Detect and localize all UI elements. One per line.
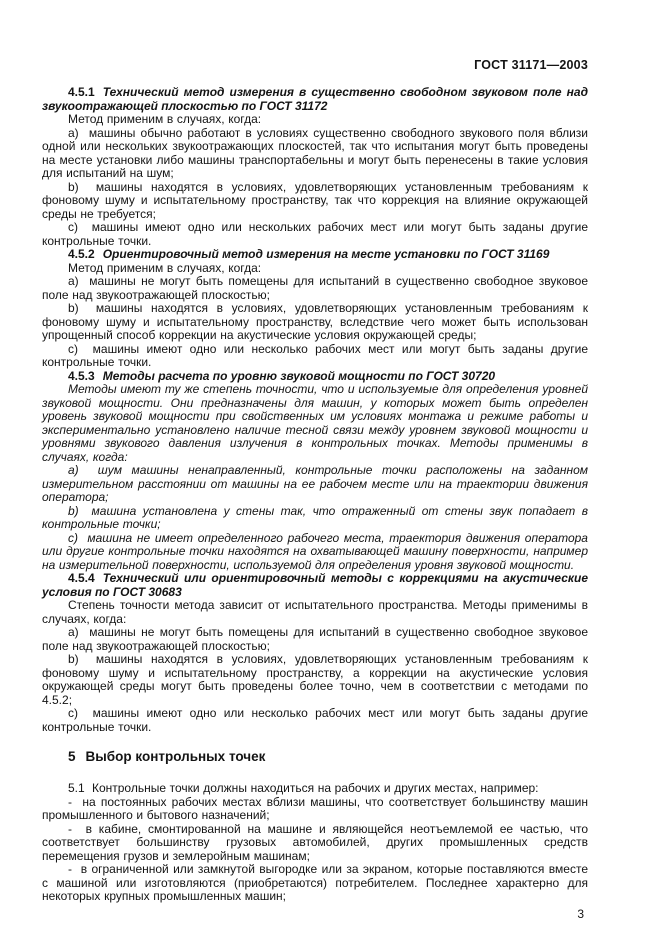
clause-4-5-1-item-a: a) машины обычно работают в условиях существенно свободного звукового поля вблизи одной или нескольких звукоотражающих плоскостей, так что испытания могут быть проведены на месте установки либо машины транспортабельны и могут быть перенесены в такие условия для испытаний на шум; [42,125,588,180]
clause-4-5-3-item-a: a) шум машины ненаправленный, контрольные точки расположены на заданном измерительном расстоянии от машины на ее рабочем месте или на траектории движения оператора; [42,463,588,504]
clause-4-5-3-item-c: c) машина не имеет определенного рабочего места, траектория движения оператора или другие контрольные точки находятся на охватывающей машину поверхности, например на измерительной поверхности, используемой для определения уровня звуковой мощности. [42,530,588,572]
clause-5-1-bullet-1: - на постоянных рабочих местах вблизи машины, что соответствует большинству машин промышленного и бытового назначений; [42,794,588,822]
clause-4-5-1-intro: Метод применим в случаях, когда: [68,112,262,126]
clause-4-5-4-number: 4.5.4 [68,571,95,585]
clause-5-1-bullet-3: - в ограниченной или замкнутой выгородке или за экраном, которые поставляются вместе с машиной или изготовляются (приобретаются) потребителем. Последнее характерно для некоторых крупных промышленных машин; [42,862,588,903]
clause-5-1-bullet-2: - в кабине, смонтированной на машине и являющейся неотъемлемой ее частью, что соответствует большинству грузовых автомобилей, других промышленных средств перемещения грузов и землеройным машинам; [42,821,588,863]
clause-4-5-3-number: 4.5.3 [68,368,95,383]
clause-4-5-1-title: Технический метод измерения в существенно свободном звуковом поле над звукоотражающей плоскостью по ГОСТ 31172 [42,85,588,113]
clause-4-5-4-item-b: b) машины находятся в условиях, удовлетворяющих установленным требованиям к фоновому шуму и испытательному пространству, а коррекции на акустические условия окружающей среды могут быть проведены более точно, чем в соответствии с методами по 4.5.2; [42,652,588,707]
page-number: 3 [577,906,584,921]
clause-4-5-4-heading [42,572,588,599]
clause-4-5-3-item-b: b) машина установлена у стены так, что отраженный от стены звук попадает в контрольные точки; [42,503,588,531]
clause-4-5-1-heading [42,86,588,113]
section-5-number: 5 [68,749,76,764]
clause-5-1-intro: 5.1 Контрольные точки должны находиться на рабочих и других местах, например: [68,781,539,795]
clause-4-5-3-title: Методы расчета по уровню звуковой мощности по ГОСТ 30720 [102,368,496,383]
clause-4-5-2-item-a: a) машины не могут быть помещены для испытаний в существенно свободное звуковое поле над звукоотражающей плоскостью; [42,274,588,302]
clause-4-5-2-item-c: c) машины имеют одно или несколько рабочих мест или могут быть заданы другие контрольные точки. [42,341,588,369]
clause-4-5-4-item-c: c) машины имеют одно или несколько рабочих мест или могут быть заданы другие контрольные точки. [42,706,588,734]
section-5-heading [42,749,588,764]
clause-4-5-1-number: 4.5.1 [68,85,95,99]
clause-4-5-3-body: Методы имеют ту же степень точности, что и используемые для определения уровней звуковой мощности. Они предназначены для машин, у которых может быть определен уровень звуковой мощности при свойственных им условиях монтажа и режиме работы и экспериментально установлено наличие тесной связи между уровнем звуковой мощности и уровнями звукового давления излучения в контрольных точках. Методы применимы в случаях, когда: [42,382,588,464]
clause-4-5-4-item-a: a) машины не могут быть помещены для испытаний в существенно свободное звуковое поле над звукоотражающей плоскостью; [42,625,588,653]
clause-4-5-2-heading [42,248,588,262]
clause-4-5-4-intro: Степень точности метода зависит от испытательного пространства. Методы применимы в случаях, когда: [42,598,588,626]
clause-4-5-2-item-b: b) машины находятся в условиях, удовлетворяющих установленным требованиям к фоновому шуму и испытательному пространству, вследствие чего может быть использован упрощенный способ коррекции на акустические условия окружающей среды; [42,301,588,342]
clause-4-5-2-title: Ориентировочный метод измерения на месте установки по ГОСТ 31169 [102,247,550,261]
clause-4-5-2-number: 4.5.2 [68,247,95,261]
clause-4-5-3-heading [42,370,588,384]
clause-4-5-2-intro: Метод применим в случаях, когда: [68,260,262,275]
clause-4-5-4-title: Технический или ориентировочный методы с коррекциями на акустические условия по ГОСТ 30683 [42,571,588,599]
section-5-title: Выбор контрольных точек [85,749,266,764]
clause-4-5-1-item-c: c) машины имеют одно или нескольких рабочих мест или могут быть заданы другие контрольные точки. [42,220,588,248]
clause-4-5-1-item-b: b) машины находятся в условиях, удовлетворяющих установленным требованиям к фоновому шуму и испытательному пространству, так что коррекция на влияние окружающей среды не требуется; [42,179,588,221]
doc-number-header: ГОСТ 31171—2003 [474,58,588,72]
